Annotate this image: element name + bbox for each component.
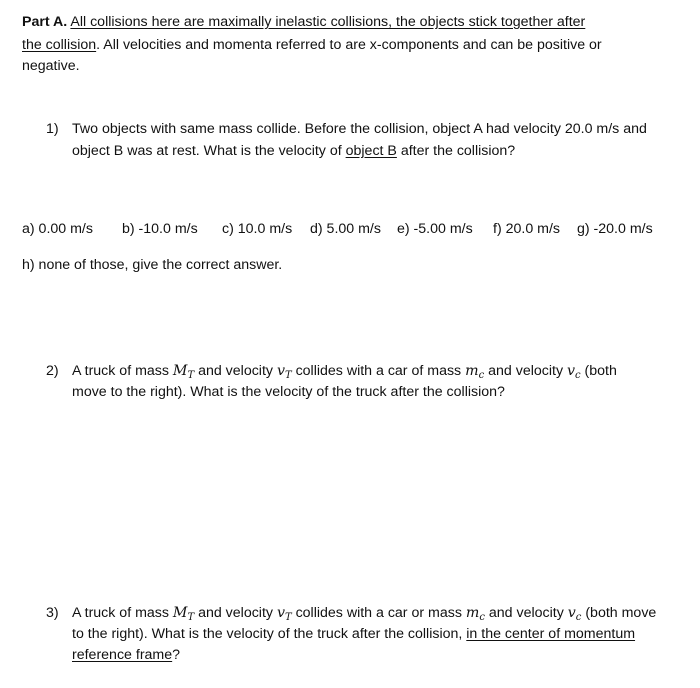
intro-line-2	[22, 35, 652, 55]
q2-text-b: and velocity	[194, 363, 277, 379]
q2-mass-truck-subscript: T	[187, 370, 195, 381]
intro-line-1	[22, 12, 652, 32]
q1-line-2-a: object B was at rest. What is the velocity of	[72, 143, 346, 159]
q3-line-2	[72, 624, 635, 644]
q2-text-c: collides with a car of mass	[291, 363, 466, 379]
q1-option-b[interactable]: b) -10.0 m/s	[122, 221, 198, 237]
q2-mass-truck	[173, 363, 194, 379]
q1-number: 1)	[46, 121, 59, 137]
q2-velocity-truck-symbol: v	[276, 363, 285, 379]
q1-option-d[interactable]: d) 5.00 m/s	[310, 221, 381, 237]
q2-number: 2)	[46, 363, 59, 379]
q3-velocity-car-symbol: v	[567, 605, 576, 621]
q3-velocity-truck-subscript: T	[284, 612, 292, 623]
q3-velocity-car-subscript: c	[575, 612, 582, 623]
q2-mass-car	[465, 363, 484, 379]
q3-line-3-b: ?	[172, 647, 181, 663]
q3-center-of-momentum: in the center of momentum	[466, 626, 636, 642]
q1-object-b: object B	[345, 143, 397, 159]
q3-number: 3)	[46, 605, 59, 621]
q3-mass-car-symbol: m	[465, 605, 480, 621]
q3-mass-truck	[173, 605, 194, 621]
q2-velocity-car-subscript: c	[575, 370, 581, 381]
q3-velocity-car	[568, 605, 582, 621]
q1-option-h[interactable]: h) none of those, give the correct answer.	[22, 257, 283, 273]
intro-line-3	[22, 56, 80, 76]
q2-text-a: A truck of mass	[72, 363, 173, 379]
q3-velocity-truck-symbol: v	[276, 605, 285, 621]
q3-text-b: and velocity	[194, 605, 277, 621]
q2-text-e: (both	[580, 363, 617, 379]
q3-mass-truck-symbol: M	[172, 605, 188, 621]
q2-mass-car-subscript: c	[478, 370, 485, 381]
q3-mass-car-subscript: c	[479, 612, 485, 623]
q3-velocity-truck	[277, 605, 292, 621]
q3-mass-car	[466, 605, 485, 621]
intro-rest-2: . All velocities and momenta referred to are x-components and can be positive or	[96, 37, 602, 53]
q3-text-d: and velocity	[484, 605, 568, 621]
q2-mass-truck-symbol: M	[172, 363, 188, 379]
q1-line-1: Two objects with same mass collide. Before the collision, object A had velocity 20.0 m/s and	[72, 121, 647, 137]
q3-text-c: collides with a car or mass	[291, 605, 466, 621]
q2-mass-car-symbol: m	[465, 363, 479, 379]
q3-line-2-a: to the right). What is the velocity of the truck after the collision,	[72, 626, 467, 642]
q1-option-f[interactable]: f) 20.0 m/s	[493, 221, 561, 237]
intro-underlined-1: All collisions here are maximally inelastic collisions, the objects stick together after	[70, 14, 586, 30]
q2-line-2: move to the right). What is the velocity of the truck after the collision?	[72, 384, 505, 400]
q3-text-a: A truck of mass	[72, 605, 173, 621]
intro-underlined-2: the collision	[22, 37, 97, 53]
q2-velocity-truck	[277, 363, 292, 379]
q1-option-e[interactable]: e) -5.00 m/s	[397, 221, 473, 237]
q1-line-2-b: after the collision?	[396, 143, 516, 159]
intro-rest-3: negative.	[22, 58, 80, 74]
q2-text-d: and velocity	[484, 363, 567, 379]
q1-option-c[interactable]: c) 10.0 m/s	[222, 221, 293, 237]
q2-velocity-car	[567, 363, 581, 379]
q1-option-g[interactable]: g) -20.0 m/s	[577, 221, 653, 237]
q2-velocity-truck-subscript: T	[284, 370, 292, 381]
q1-option-a[interactable]: a) 0.00 m/s	[22, 221, 93, 237]
q3-reference-frame: reference frame	[72, 647, 173, 663]
q2-velocity-car-symbol: v	[566, 363, 575, 379]
q3-mass-truck-subscript: T	[187, 612, 195, 623]
q3-text-e: (both move	[581, 605, 657, 621]
part-a-heading: Part A.	[22, 14, 68, 30]
q3-line-3	[72, 645, 180, 665]
q1-line-2	[72, 141, 515, 161]
